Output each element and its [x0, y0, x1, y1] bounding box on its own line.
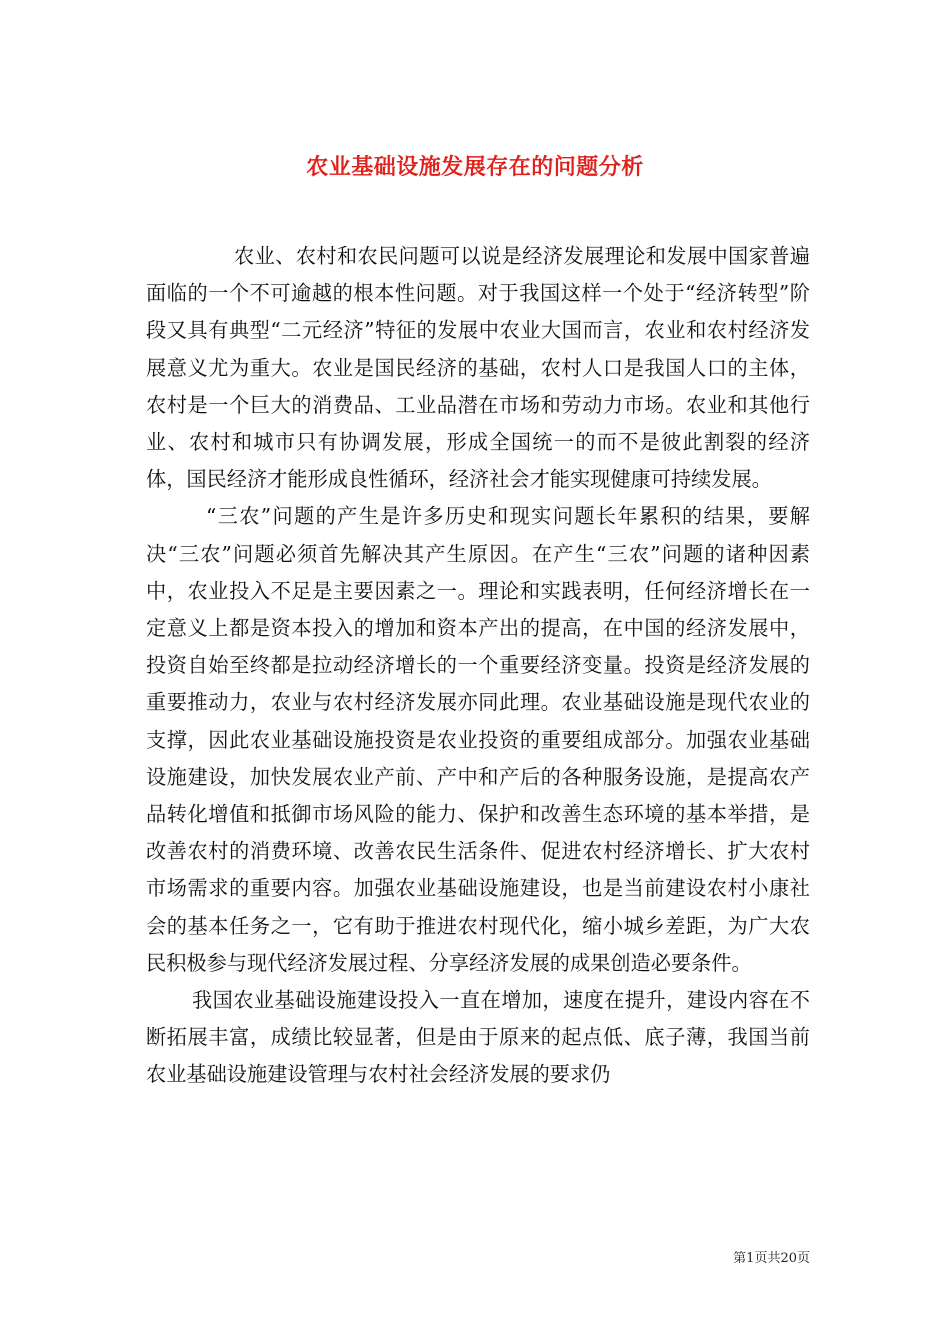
- paragraph-1: 农业、农村和农民问题可以说是经济发展理论和发展中国家普遍面临的一个不可逾越的根本性问题。对于我国这样一个处于“经济转型”阶段又具有典型“二元经济”特征的发展中农业大国而言，农业和农村经济发展意义尤为重大。农业是国民经济的基础，农村人口是我国人口的主体，农村是一个巨大的消费品、工业品潜在市场和劳动力市场。农业和其他行业、农村和城市只有协调发展，形成全国统一的而不是彼此割裂的经济体，国民经济才能形成良性循环，经济社会才能实现健康可持续发展。: [146, 244, 810, 492]
- document-body: [146, 238, 810, 1094]
- page-number: 第1页共20页: [733, 1251, 810, 1266]
- paragraph-2: “三农”问题的产生是许多历史和现实问题长年累积的结果，要解决“三农”问题必须首先解决其产生原因。在产生“三农”问题的诸种因素中，农业投入不足是主要因素之一。理论和实践表明，任何经济增长在一定意义上都是资本投入的增加和资本产出的提高，在中国的经济发展中，投资自始至终都是拉动经济增长的一个重要经济变量。投资是经济发展的重要推动力，农业与农村经济发展亦同此理。农业基础设施是现代农业的支撑，因此农业基础设施投资是农业投资的重要组成部分。加强农业基础设施建设，加快发展农业产前、产中和产后的各种服务设施，是提高农产品转化增值和抵御市场风险的能力、保护和改善生态环境的基本举措，是改善农村的消费环境、改善农民生活条件、促进农村经济增长、扩大农村市场需求的重要内容。加强农业基础设施建设，也是当前建设农村小康社会的基本任务之一，它有助于推进农村现代化，缩小城乡差距，为广大农民积极参与现代经济发展过程、分享经济发展的成果创造必要条件。: [146, 504, 810, 975]
- paragraph-3: 我国农业基础设施建设投入一直在增加，速度在提升，建设内容在不断拓展丰富，成绩比较显著，但是由于原来的起点低、底子薄，我国当前农业基础设施建设管理与农村社会经济发展的要求仍: [146, 988, 810, 1087]
- document-title: 农业基础设施发展存在的问题分析: [306, 153, 644, 180]
